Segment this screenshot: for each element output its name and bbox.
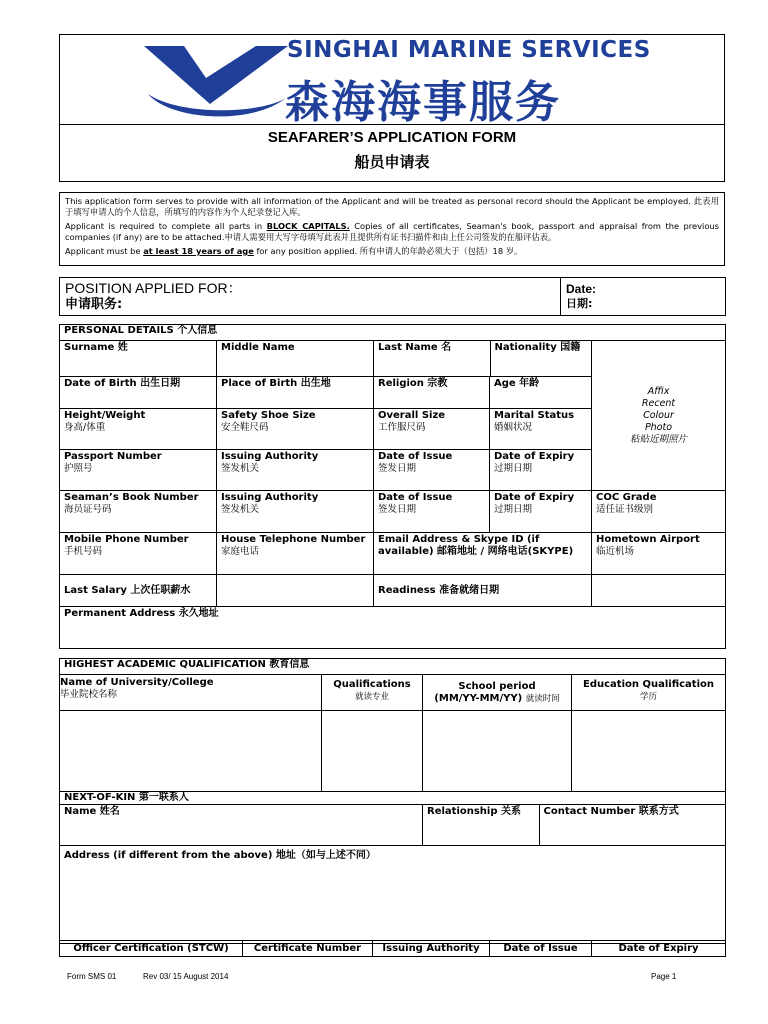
shoe-size-label-cn: 安全鞋尺码 [221,422,269,433]
qualifications-header [322,675,423,711]
hometown-airport-label-cn: 临近机场 [596,546,635,557]
school-period-format: (MM/YY-MM/YY) 就读时间 [434,693,560,704]
email-skype-label-cn: available) 邮箱地址 / 网络电话(SKYPE) [378,546,574,557]
intro-paragraph-1: This application form serves to provide with all information of the Applicant and will be treated as personal record should the Applicant be employed. 此表用于填写申请人的个人信息，所填写的内容作为个人纪录登记入库。 [65,196,719,217]
position-label-en: POSITION APPLIED FOR： [65,280,242,296]
nok-relationship-contact-cell [423,805,726,846]
mobile-phone-field[interactable] [60,533,217,575]
university-label: Name of University/College [60,677,214,688]
cert-expiry-date-header: Date of Expiry [592,941,726,957]
marital-status-label: Marital Status [494,410,575,421]
coc-grade-label-cn: 适任证书级别 [596,504,654,515]
form-title-cn: 船员申请表 [354,153,430,171]
nok-relationship-field[interactable] [423,805,539,845]
seaman-book-label: Seaman’s Book Number [64,492,199,503]
passport-number-label: Passport Number [64,451,162,462]
marital-status-label-cn: 婚姻状况 [494,422,533,433]
seaman-book-field[interactable] [60,491,217,533]
seaman-expiry-date-label: Date of Expiry [494,492,575,503]
last-name-field[interactable] [374,341,490,376]
passport-number-field[interactable] [60,450,217,491]
cert-issue-date-header: Date of Issue [490,941,592,957]
cert-number-header: Certificate Number [243,941,373,957]
religion-label: Religion 宗教 [378,378,448,389]
seaman-issue-date-field[interactable] [374,491,490,533]
title-divider [59,124,725,125]
age-label: Age 年龄 [494,378,540,389]
overall-size-label-cn: 工作服尺码 [378,422,426,433]
position-applied-field[interactable] [60,278,561,316]
passport-issuing-label: Issuing Authority [221,451,319,462]
last-salary-label: Last Salary 上次任职薪水 [64,584,191,596]
photo-box[interactable] [592,341,726,491]
passport-expiry-date-label: Date of Expiry [494,451,575,462]
last-name-label: Last Name 名 [378,342,452,353]
date-field[interactable] [561,278,726,316]
nok-name-label: Name 姓名 [64,806,120,817]
passport-issue-date-label: Date of Issue [378,451,453,462]
certification-table [59,940,726,957]
photo-text-cn: 粘贴近期照片 [630,433,688,445]
seaman-issue-date-label: Date of Issue [378,492,453,503]
age-field[interactable] [490,377,592,409]
education-qualification-label-cn: 学历 [640,692,658,702]
photo-text-3: Colour [643,409,674,421]
coc-grade-label: COC Grade [596,492,657,503]
nationality-label: Nationality 国籍 [494,342,581,353]
cert-officer-header: Officer Certification (STCW) [60,941,243,957]
passport-issue-date-label-cn: 签发日期 [378,463,417,474]
school-period-input[interactable] [423,711,572,792]
seaman-expiry-date-field[interactable] [490,491,592,533]
passport-issue-date-field[interactable] [374,450,490,491]
photo-text-4: Photo [644,421,673,433]
nok-name-field[interactable] [60,805,423,846]
passport-number-label-cn: 护照号 [64,463,93,474]
intro-paragraph-2: Applicant is required to complete all parts in BLOCK CAPITALS. Copies of all certificates, Seaman's book, passport and appraisal from the previous companies (if any) are to be attached.申请人需要用大写字母填写此表并且提供所有证书扫描件和由上任公司签发的在船评估表。 [65,221,719,242]
height-weight-field[interactable] [60,409,217,450]
company-name-cn: 森海海事服务 [285,77,561,128]
qualifications-label-cn: 就读专业 [354,692,389,702]
academic-table [59,658,726,944]
intro-paragraph-3: Applicant must be at least 18 years of age for any position applied. 所有申请人的年龄必须大于（包括）18 岁。 [65,246,523,256]
next-of-kin-header: NEXT-OF-KIN 第一联系人 [60,792,726,805]
overall-size-field[interactable] [374,409,490,450]
last-name-nationality-cell [374,341,592,377]
passport-expiry-date-label-cn: 过期日期 [494,463,533,474]
intro-box [59,192,725,266]
date-label-cn: 日期: [566,297,593,310]
academic-header: HIGHEST ACADEMIC QUALIFICATION 教育信息 [60,659,726,675]
last-salary-field[interactable] [60,575,217,607]
education-qualification-header [572,675,726,711]
permanent-address-label: Permanent Address 永久地址 [64,608,219,619]
middle-name-field[interactable] [217,341,374,377]
footer-revision: Rev 03/ 15 August 2014 [143,972,229,981]
qualifications-label: Qualifications [333,679,411,690]
marital-status-field[interactable] [490,409,592,450]
date-label-en: Date: [566,282,597,296]
height-weight-label-cn: 身高/体重 [64,422,106,433]
overall-size-label: Overall Size [378,410,446,421]
seaman-issuing-field[interactable] [217,491,374,533]
height-weight-label: Height/Weight [64,410,146,421]
seaman-expiry-date-label-cn: 过期日期 [494,504,533,515]
pob-field[interactable] [217,377,374,409]
pob-label: Place of Birth 出生地 [221,378,331,389]
readiness-value[interactable] [592,575,726,607]
surname-label: Surname 姓 [64,342,128,353]
seaman-book-label-cn: 海员证号码 [64,504,112,515]
personal-details-table [59,324,726,649]
house-phone-label-cn: 家庭电话 [221,546,260,557]
position-label-cn: 申请职务: [65,297,123,312]
shoe-size-label: Safety Shoe Size [221,410,316,421]
last-salary-value[interactable] [217,575,374,607]
hometown-airport-label: Hometown Airport [596,534,700,545]
photo-text-1: Affix [647,385,670,397]
house-phone-field[interactable] [217,533,374,575]
nok-contact-field[interactable] [539,805,725,845]
mobile-phone-label-cn: 手机号码 [64,546,103,557]
education-qualification-input[interactable] [572,711,726,792]
school-period-header [423,675,572,711]
email-skype-field[interactable] [374,533,592,575]
school-period-label: School period [458,681,536,692]
nationality-field[interactable] [490,341,592,376]
footer-page: Page 1 [651,972,677,981]
nok-address-field[interactable] [60,846,726,944]
cert-issuing-header: Issuing Authority [373,941,490,957]
permanent-address-field[interactable] [60,607,726,649]
passport-expiry-date-field[interactable] [490,450,592,491]
hometown-airport-field[interactable] [592,533,726,575]
company-name-en: SINGHAI MARINE SERVICES [287,37,651,63]
university-input[interactable] [60,711,322,792]
dob-field[interactable] [60,377,217,409]
email-skype-label: Email Address & Skype ID (if [378,534,540,545]
seaman-issuing-label-cn: 签发机关 [221,504,260,515]
house-phone-label: House Telephone Number [221,534,366,545]
education-qualification-label: Education Qualification [583,679,714,690]
mobile-phone-label: Mobile Phone Number [64,534,189,545]
position-table [59,277,726,316]
university-header [60,675,322,711]
seaman-issuing-label: Issuing Authority [221,492,319,503]
personal-details-header: PERSONAL DETAILS 个人信息 [60,325,726,341]
nok-address-label: Address (if different from the above) 地址（如与上述不同） [64,850,376,861]
photo-text-2: Recent [641,397,676,409]
nok-relationship-label: Relationship 关系 [427,806,521,817]
religion-field[interactable] [374,377,490,409]
company-logo-icon [140,40,290,122]
footer-form-number: Form SMS 01 [67,972,117,981]
form-title-en: SEAFARER’S APPLICATION FORM [267,129,517,146]
surname-field[interactable] [60,341,217,377]
shoe-size-field[interactable] [217,409,374,450]
nok-contact-label: Contact Number 联系方式 [543,806,679,817]
readiness-label: Readiness 准备就绪日期 [378,584,500,596]
middle-name-label: Middle Name [221,342,295,353]
passport-issuing-field[interactable] [217,450,374,491]
readiness-field[interactable] [374,575,592,607]
university-label-cn: 毕业院校名称 [60,689,118,700]
coc-grade-field[interactable] [592,491,726,533]
qualifications-input[interactable] [322,711,423,792]
passport-issuing-label-cn: 签发机关 [221,463,260,474]
seaman-issue-date-label-cn: 签发日期 [378,504,417,515]
dob-label: Date of Birth 出生日期 [64,378,181,389]
